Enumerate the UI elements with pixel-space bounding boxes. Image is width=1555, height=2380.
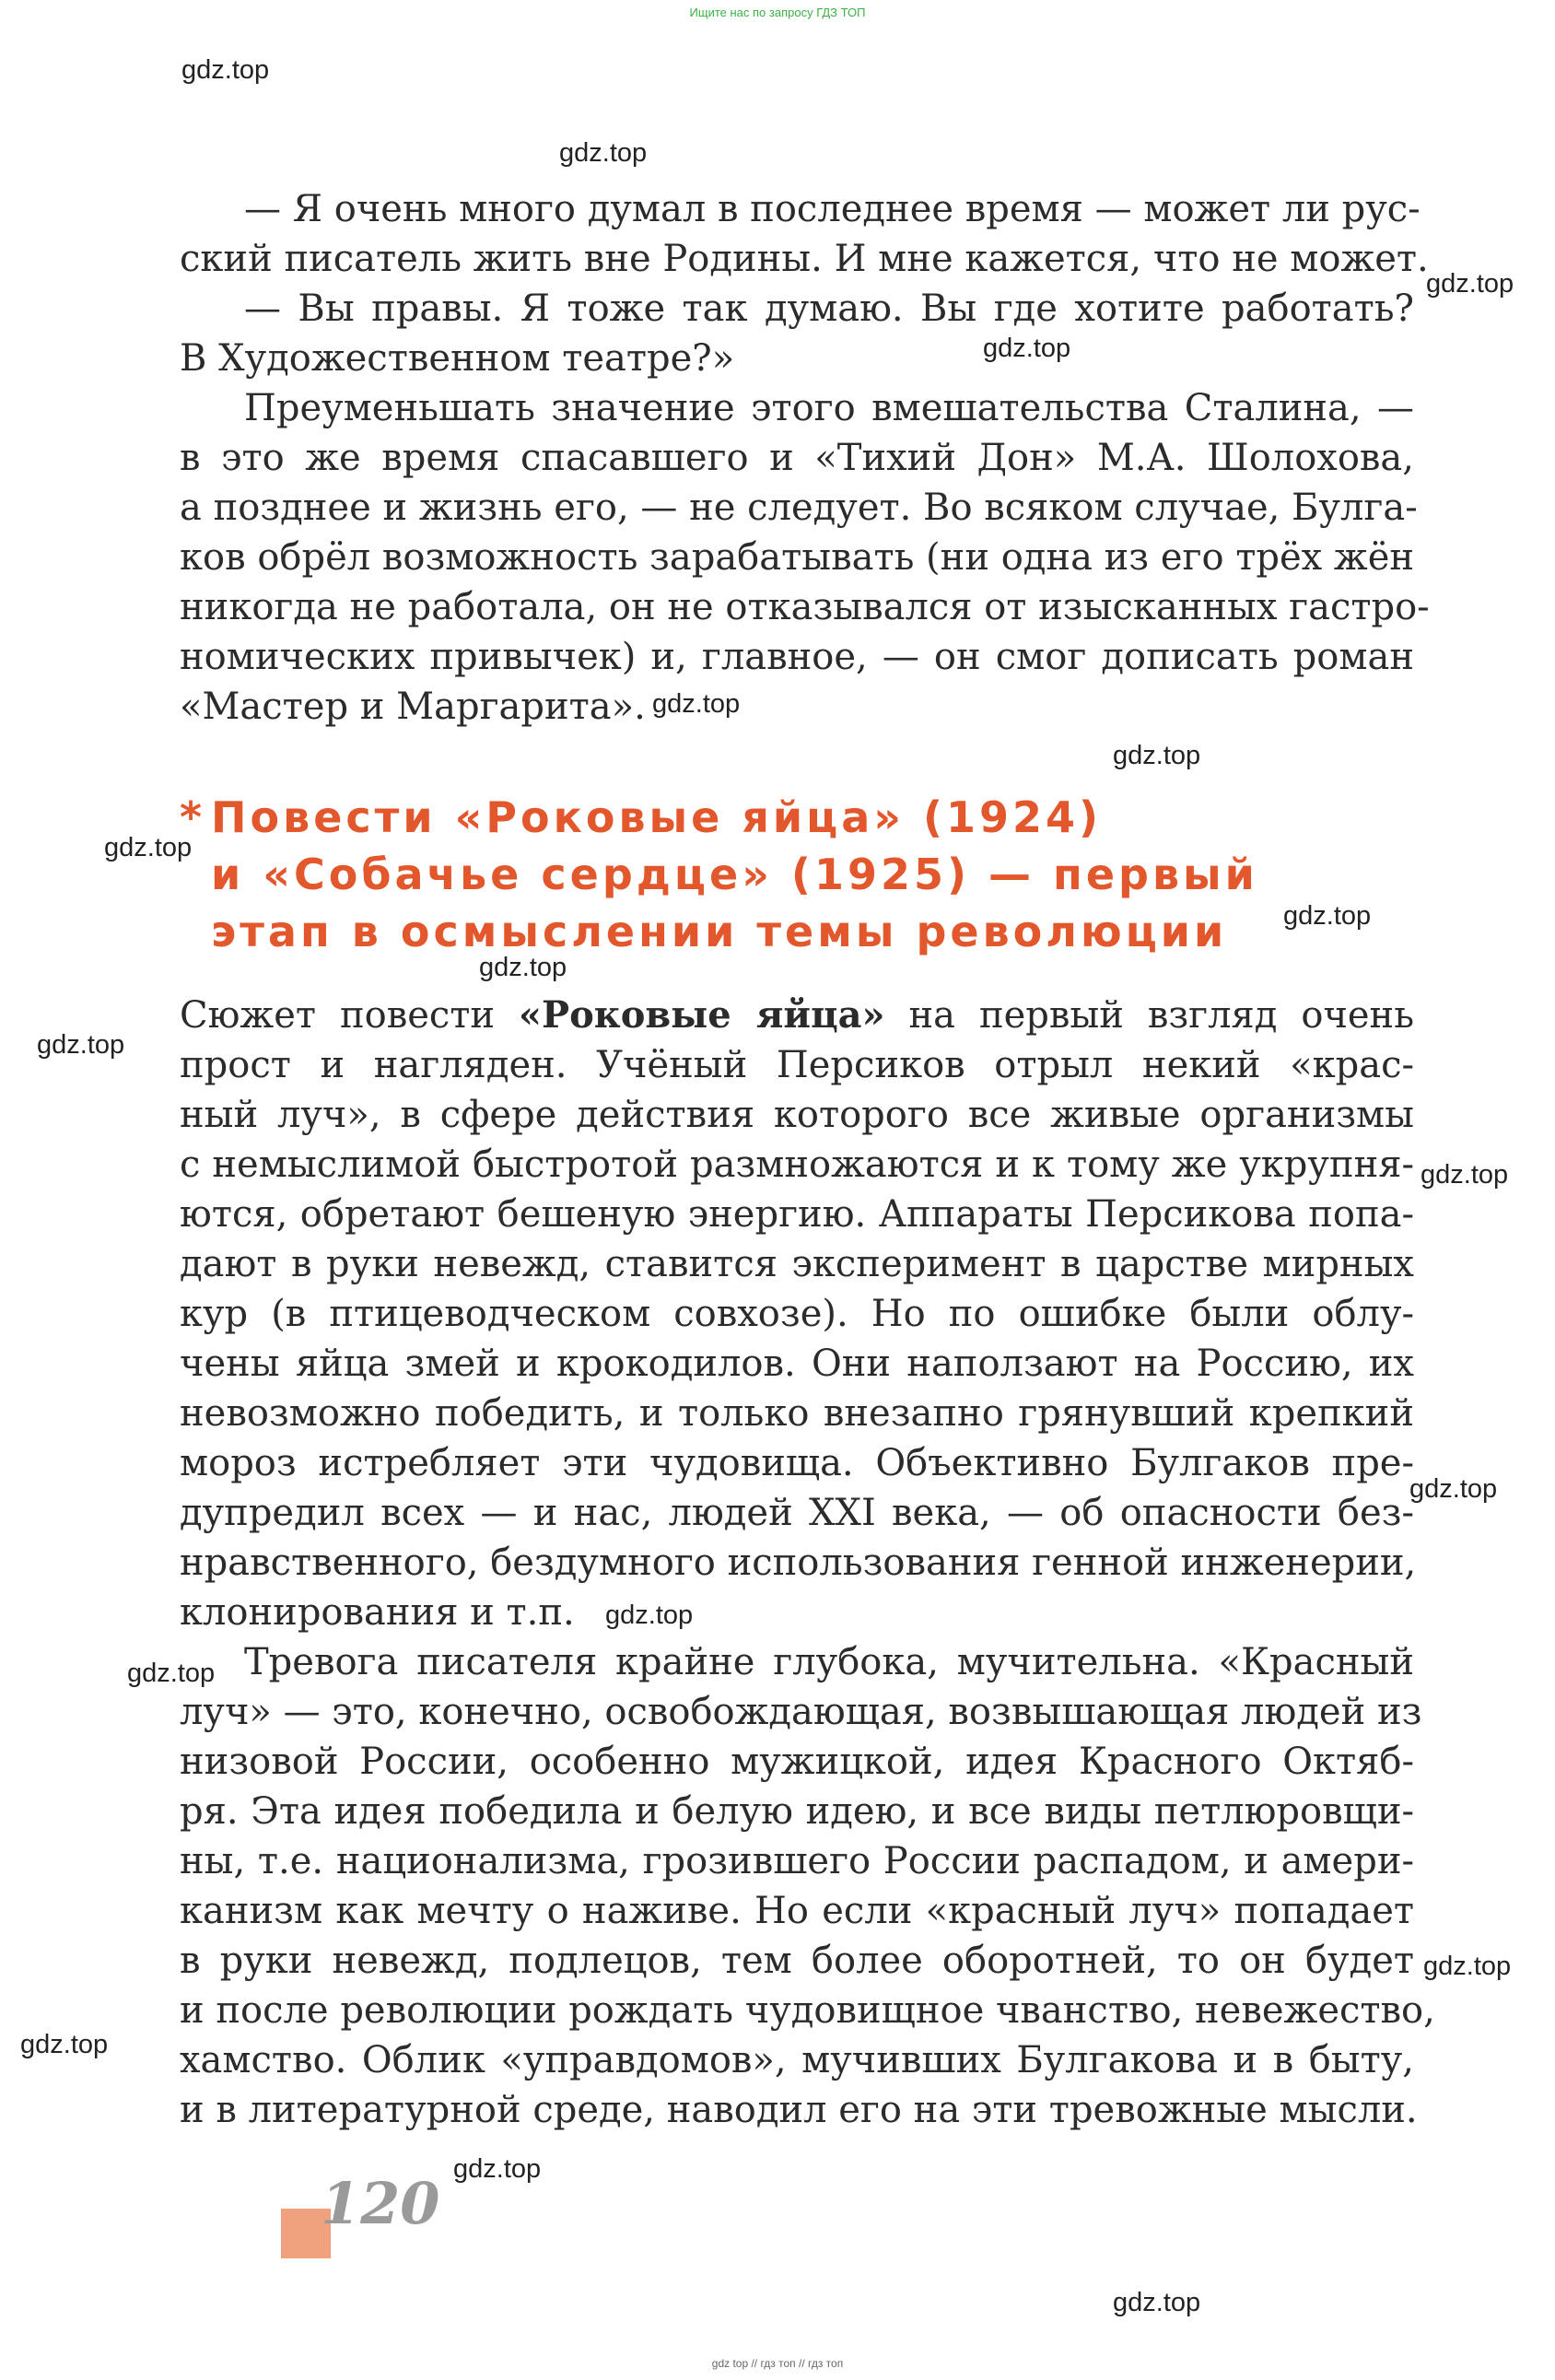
text-line: ный луч», в сфере действия которого все живые организмы bbox=[180, 1094, 1414, 1136]
text-line: ря. Эта идея победила и белую идею, и все виды петлюровщи- bbox=[180, 1790, 1414, 1833]
text-line: а позднее и жизнь его, — не следует. Во всяком случае, Булга- bbox=[180, 487, 1418, 529]
text-line: и после революции рождать чудовищное чванство, невежество, bbox=[180, 1989, 1435, 2032]
heading-asterisk: * bbox=[180, 792, 206, 842]
text-line: низовой России, особенно мужицкой, идея Красного Октяб- bbox=[180, 1741, 1414, 1783]
text-line: — Вы правы. Я тоже так думаю. Вы где хотите работать? bbox=[244, 287, 1414, 330]
text-line: дупредил всех — и нас, людей XXI века, — об опасности без- bbox=[180, 1492, 1414, 1534]
text-line: В Художественном театре?» bbox=[180, 337, 735, 380]
text-line: дают в руки невежд, ставится эксперимент в царстве мирных bbox=[180, 1243, 1414, 1285]
text-line: никогда не работала, он не отказывался от изысканных гастро- bbox=[180, 586, 1430, 628]
text-line: чены яйца змей и крокодилов. Они наползают на Россию, их bbox=[180, 1342, 1414, 1385]
watermark-text: gdz.top bbox=[1113, 741, 1201, 770]
watermark-text: gdz.top bbox=[1283, 901, 1372, 931]
text-line: номических привычек) и, главное, — он смог дописать роман bbox=[180, 636, 1414, 678]
watermark-text: gdz.top bbox=[127, 1659, 216, 1688]
text-line: хамство. Облик «управдомов», мучивших Булгакова и в быту, bbox=[180, 2039, 1414, 2081]
text-line: с немыслимой быстротой размножаются и к тому же укрупня- bbox=[180, 1143, 1414, 1186]
watermark-text: gdz.top bbox=[104, 833, 193, 862]
text-line: луч» — это, конечно, освобождающая, возвышающая людей из bbox=[180, 1691, 1422, 1733]
text-line: в руки невежд, подлецов, тем более оборотней, то он будет bbox=[180, 1940, 1414, 1982]
watermark-text: gdz.top bbox=[479, 953, 567, 982]
watermark-text: gdz.top bbox=[181, 55, 270, 85]
text-line: мороз истребляет эти чудовища. Объективно Булгаков пре- bbox=[180, 1442, 1414, 1484]
text-line: Преуменьшать значение этого вмешательства Сталина, — bbox=[244, 387, 1414, 429]
watermark-text: gdz.top bbox=[559, 138, 648, 168]
watermark-text: gdz.top bbox=[983, 334, 1071, 363]
text-line: ков обрёл возможность зарабатывать (ни одна из его трёх жён bbox=[180, 536, 1415, 579]
watermark-text: gdz.top bbox=[1421, 1160, 1509, 1190]
text-line: прост и нагляден. Учёный Персиков отрыл некий «крас- bbox=[180, 1044, 1414, 1086]
text-line: кур (в птицеводческом совхозе). Но по ошибке были облу- bbox=[180, 1293, 1414, 1335]
text-line: клонирования и т.п. bbox=[180, 1591, 575, 1634]
section-heading-line: этап в осмыслении темы революции bbox=[211, 907, 1228, 956]
text-line: Тревога писателя крайне глубока, мучительна. «Красный bbox=[244, 1641, 1414, 1683]
text-line: ский писатель жить вне Родины. И мне кажется, что не может. bbox=[180, 238, 1429, 280]
top-note: Ищите нас по запросу ГДЗ ТОП bbox=[689, 6, 866, 19]
text-line: — Я очень много думал в последнее время — может ли рус- bbox=[244, 188, 1421, 230]
section-heading-line: * Повести «Роковые яйца» (1924) bbox=[180, 790, 1102, 845]
page-number: 120 bbox=[321, 2170, 440, 2237]
text-line: невозможно победить, и только внезапно грянувший крепкий bbox=[180, 1392, 1414, 1435]
watermark-text: gdz.top bbox=[453, 2154, 542, 2184]
watermark-text: gdz.top bbox=[1423, 1952, 1512, 1981]
watermark-text: gdz.top bbox=[605, 1600, 694, 1630]
text-line: в это же время спасавшего и «Тихий Дон» М.А. Шолохова, bbox=[180, 437, 1414, 479]
watermark-text: gdz.top bbox=[652, 689, 741, 719]
watermark-text: gdz.top bbox=[1409, 1474, 1498, 1504]
text-line: «Мастер и Маргарита». bbox=[180, 686, 646, 728]
watermark-text: gdz.top bbox=[1113, 2288, 1201, 2317]
watermark-text: gdz.top bbox=[1426, 269, 1514, 299]
watermark-text: gdz.top bbox=[37, 1030, 125, 1060]
text-line: ны, т.е. национализма, грозившего России распадом, и амери- bbox=[180, 1840, 1414, 1882]
text-line: и в литературной среде, наводил его на эти тревожные мысли. bbox=[180, 2089, 1418, 2131]
bottom-note: gdz top // гдз топ // гдз топ bbox=[711, 2357, 844, 2370]
text-line: Сюжет повести «Роковые яйца» на первый взгляд очень bbox=[180, 993, 1414, 1037]
section-heading-line: и «Собачье сердце» (1925) — первый bbox=[211, 850, 1258, 899]
watermark-text: gdz.top bbox=[20, 2030, 109, 2059]
book-title-bold: «Роковые яйца» bbox=[519, 993, 885, 1037]
text-line: нравственного, бездумного использования генной инженерии, bbox=[180, 1542, 1417, 1584]
text-line: канизм как мечту о наживе. Но если «красный луч» попадает bbox=[180, 1890, 1414, 1932]
text-line: ются, обретают бешеную энергию. Аппараты Персикова попа- bbox=[180, 1193, 1414, 1236]
